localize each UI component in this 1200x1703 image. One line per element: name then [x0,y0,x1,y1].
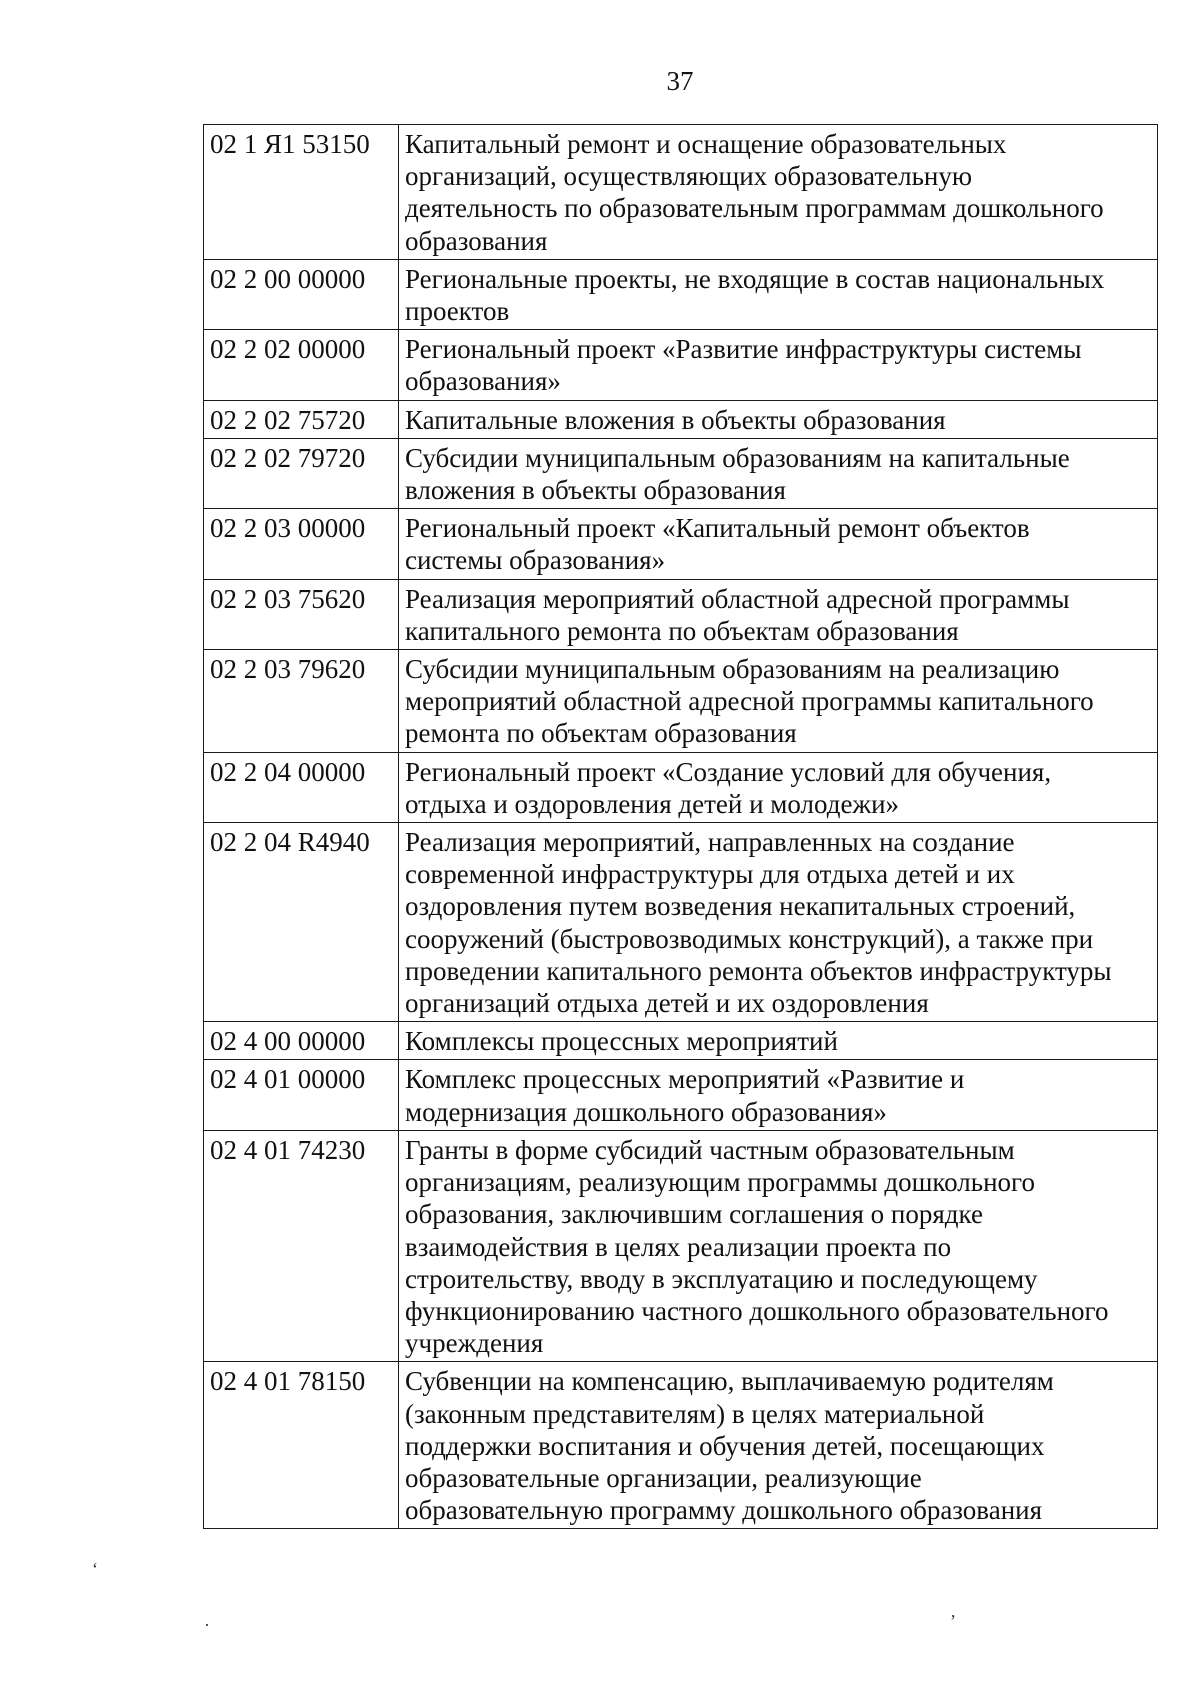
table-row [204,823,1158,1022]
scan-speck: · [204,1615,210,1635]
description-line: поддержки воспитания и обучения детей, посещающих [405,1430,1045,1461]
code-cell: 02 2 03 75620 [204,579,399,649]
description-line: Комплекс процессных мероприятий «Развитие и [405,1064,965,1095]
table-row [204,1362,1158,1529]
description-line: системы образования» [405,545,666,576]
description-line: ремонта по объектам образования [405,718,797,749]
code-cell: 02 4 01 00000 [204,1060,399,1130]
description-cell [399,752,1158,822]
code-cell: 02 2 03 79620 [204,650,399,753]
description-line: Капитальный ремонт и оснащение образовательных [405,129,1007,159]
code-cell: 02 4 00 00000 [204,1022,399,1060]
description-cell [399,1060,1158,1130]
description-line: сооружений (быстровозводимых конструкций), а также при [405,923,1094,954]
description-cell [399,330,1158,400]
description-line: Региональные проекты, не входящие в состав национальных [405,263,1105,294]
description-line: организаций, осуществляющих образовательную [405,161,973,192]
table-row [204,259,1158,329]
table-row [204,752,1158,822]
description-line: вложения в объекты образования [405,475,786,506]
description-line: учреждения [405,1328,544,1359]
description-cell [399,1022,1158,1060]
description-line: (законным представителям) в целях материальной [405,1398,985,1429]
code-cell: 02 2 00 00000 [204,259,399,329]
table-row [204,1060,1158,1130]
description-cell [399,259,1158,329]
description-line: Реализация мероприятий, направленных на создание [405,827,1015,858]
description-line: Комплексы процессных мероприятий [405,1026,838,1057]
scan-speck: ‘ [92,1559,98,1579]
code-cell: 02 2 03 00000 [204,509,399,579]
description-line: строительству, вводу в эксплуатацию и последующему [405,1263,1038,1294]
description-line: образования [405,225,548,256]
description-cell [399,650,1158,753]
description-cell [399,509,1158,579]
description-line: Реализация мероприятий областной адресной программы [405,583,1070,614]
description-line: деятельность по образовательным программам дошкольного [405,193,1104,224]
code-cell: 02 2 04 R4940 [204,823,399,1022]
description-line: современной инфраструктуры для отдыха детей и их [405,859,1015,890]
description-line: отдыха и оздоровления детей и молодежи» [405,788,900,819]
description-line: мероприятий областной адресной программы капитального [405,686,1094,717]
description-line: проведении капитального ремонта объектов инфраструктуры [405,955,1112,986]
code-cell: 02 4 01 74230 [204,1130,399,1361]
table-row [204,438,1158,508]
description-line: организациям, реализующим программы дошкольного [405,1167,1035,1198]
code-cell: 02 2 02 75720 [204,400,399,438]
description-line: модернизация дошкольного образования» [405,1096,887,1127]
description-cell [399,579,1158,649]
classification-table [203,124,1158,1529]
description-line: Гранты в форме субсидий частным образовательным [405,1134,1015,1165]
table-row [204,650,1158,753]
table-row [204,509,1158,579]
description-cell [399,438,1158,508]
description-line: Региональный проект «Создание условий для обучения, [405,756,1052,787]
description-line: Субсидии муниципальным образованиям на капитальные [405,442,1070,473]
description-line: Региональный проект «Капитальный ремонт объектов [405,513,1030,544]
description-line: образовательную программу дошкольного образования [405,1495,1043,1526]
table-row [204,1022,1158,1060]
description-line: образовательные организации, реализующие [405,1462,922,1493]
description-cell [399,1130,1158,1361]
description-line: образования, заключившим соглашения о порядке [405,1199,983,1230]
table-row [204,125,1158,260]
scan-speck: ’ [950,1611,956,1631]
description-line: Капитальные вложения в объекты образования [405,404,946,435]
description-line: Субвенции на компенсацию, выплачиваемую родителям [405,1366,1054,1397]
table-row [204,579,1158,649]
description-line: взаимодействия в целях реализации проекта по [405,1231,952,1262]
description-line: организаций отдыха детей и их оздоровления [405,988,929,1019]
table-row [204,330,1158,400]
description-line: Субсидии муниципальным образованиям на реализацию [405,654,1060,685]
description-cell [399,823,1158,1022]
description-line: образования» [405,366,561,397]
description-cell [399,1362,1158,1529]
code-cell: 02 2 04 00000 [204,752,399,822]
code-cell: 02 2 02 79720 [204,438,399,508]
description-line: капитального ремонта по объектам образования [405,615,959,646]
code-cell: 02 1 Я1 53150 [204,125,399,260]
table-row [204,1130,1158,1361]
description-line: оздоровления путем возведения некапитальных строений, [405,891,1076,922]
code-cell: 02 2 02 00000 [204,330,399,400]
page-number: 37 [666,66,694,96]
description-cell [399,400,1158,438]
description-line: Региональный проект «Развитие инфраструктуры системы [405,334,1082,365]
description-line: функционированию частного дошкольного образовательного [405,1295,1109,1326]
code-cell: 02 4 01 78150 [204,1362,399,1529]
description-line: проектов [405,296,510,327]
description-cell [399,125,1158,260]
table-row [204,400,1158,438]
